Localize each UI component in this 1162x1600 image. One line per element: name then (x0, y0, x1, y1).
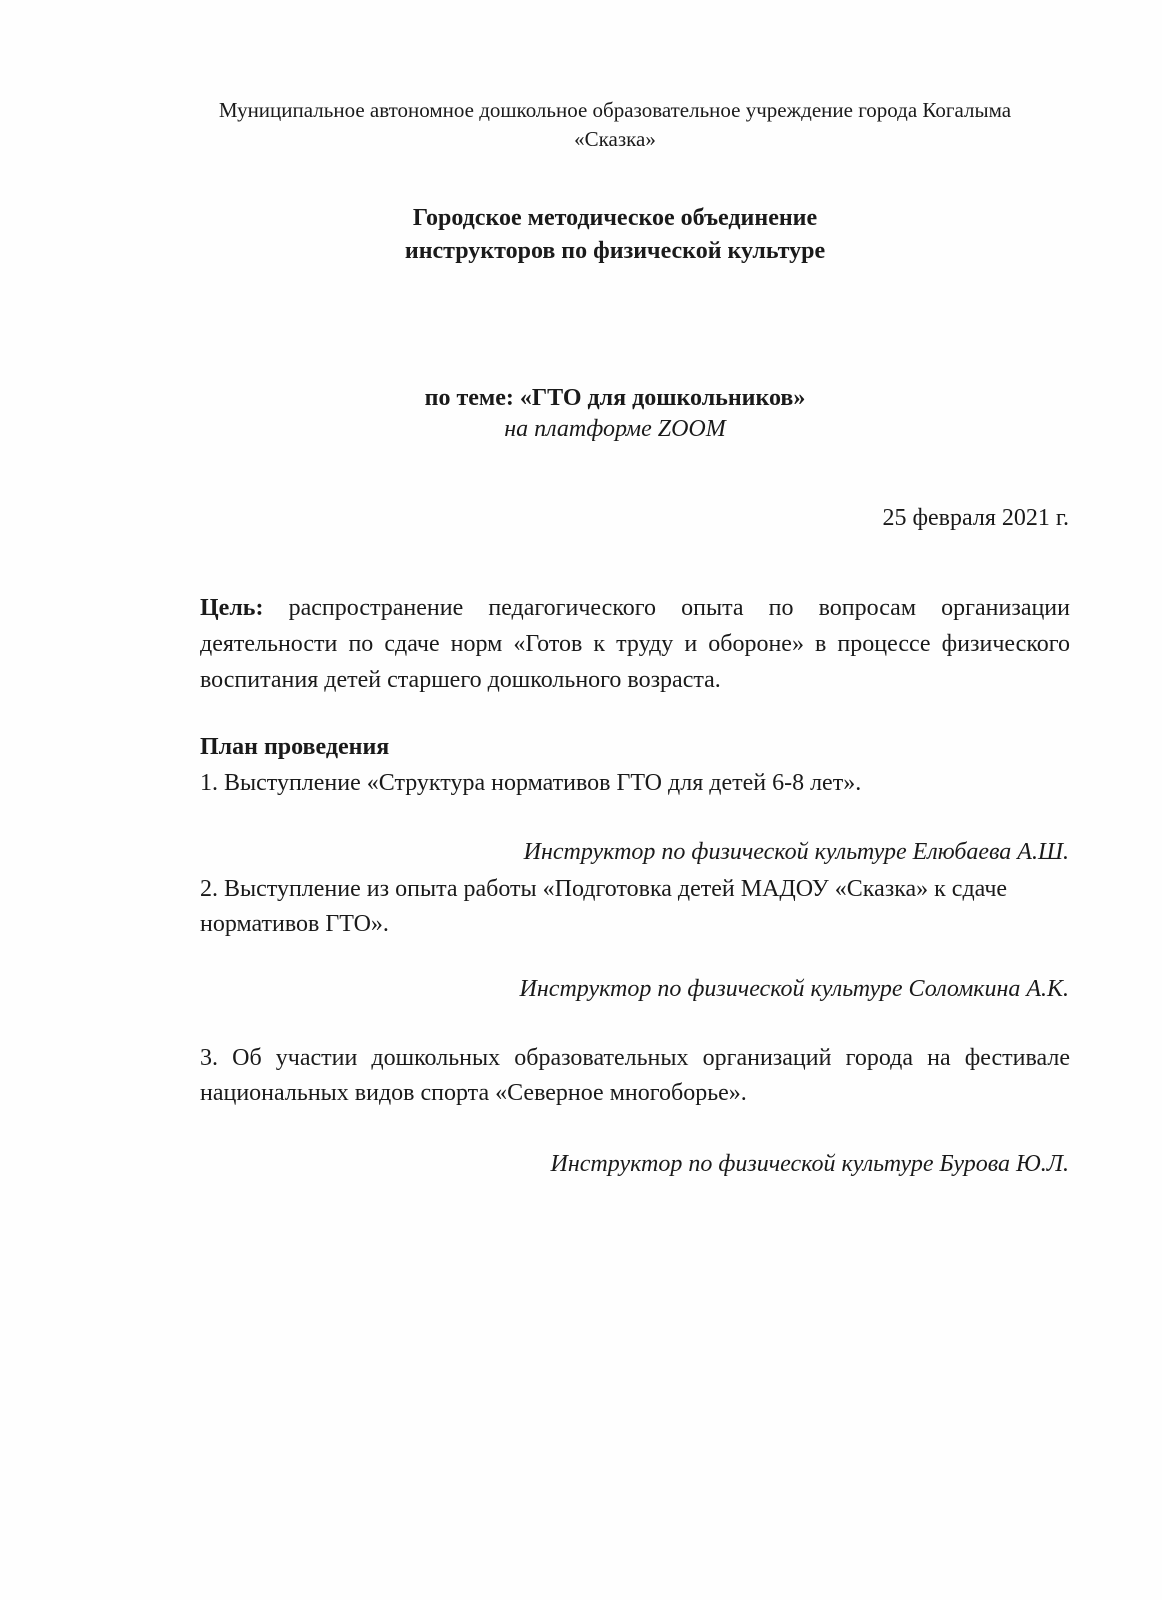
topic-block (150, 383, 1080, 445)
plan-item-3: 3. Об участии дошкольных образовательных организаций города на фестивале национальных видов спорта «Северное многоборье». (200, 1045, 1070, 1106)
plan-item-1: 1. Выступление «Структура нормативов ГТО для детей 6-8 лет». (200, 770, 862, 796)
organization-short-name: «Сказка» (574, 127, 656, 151)
meeting-title (150, 202, 1080, 268)
goal-label: Цель: (200, 595, 264, 621)
goal-text: распространение педагогического опыта по вопросам организации деятельности по сдаче норм «Готов к труду и обороне» в процессе физического воспитания детей старшего дошкольного возраста. (200, 595, 1070, 693)
meeting-date: 25 февраля 2021 г. (882, 505, 1069, 531)
topic-title: по теме: «ГТО для дошкольников» (424, 385, 806, 411)
platform-note: на платформе ZOOM (504, 416, 726, 442)
goal-paragraph (200, 590, 1070, 698)
organization-header (150, 96, 1080, 154)
plan-item-3-speaker: Инструктор по физической культуре Бурова Ю.Л. (550, 1151, 1069, 1177)
meeting-title-line-2: инструкторов по физической культуре (404, 238, 826, 264)
organization-name: Муниципальное автономное дошкольное образовательное учреждение города Когалыма (218, 98, 1012, 122)
plan-heading: План проведения (200, 734, 390, 760)
plan-item-1-speaker: Инструктор по физической культуре Елюбаева А.Ш. (523, 839, 1069, 865)
plan-item-2: 2. Выступление из опыта работы «Подготовка детей МАДОУ «Сказка» к сдаче нормативов ГТО». (200, 876, 1008, 937)
plan-item-2-speaker: Инструктор по физической культуре Соломкина А.К. (519, 976, 1069, 1002)
meeting-title-line-1: Городское методическое объединение (412, 205, 818, 231)
